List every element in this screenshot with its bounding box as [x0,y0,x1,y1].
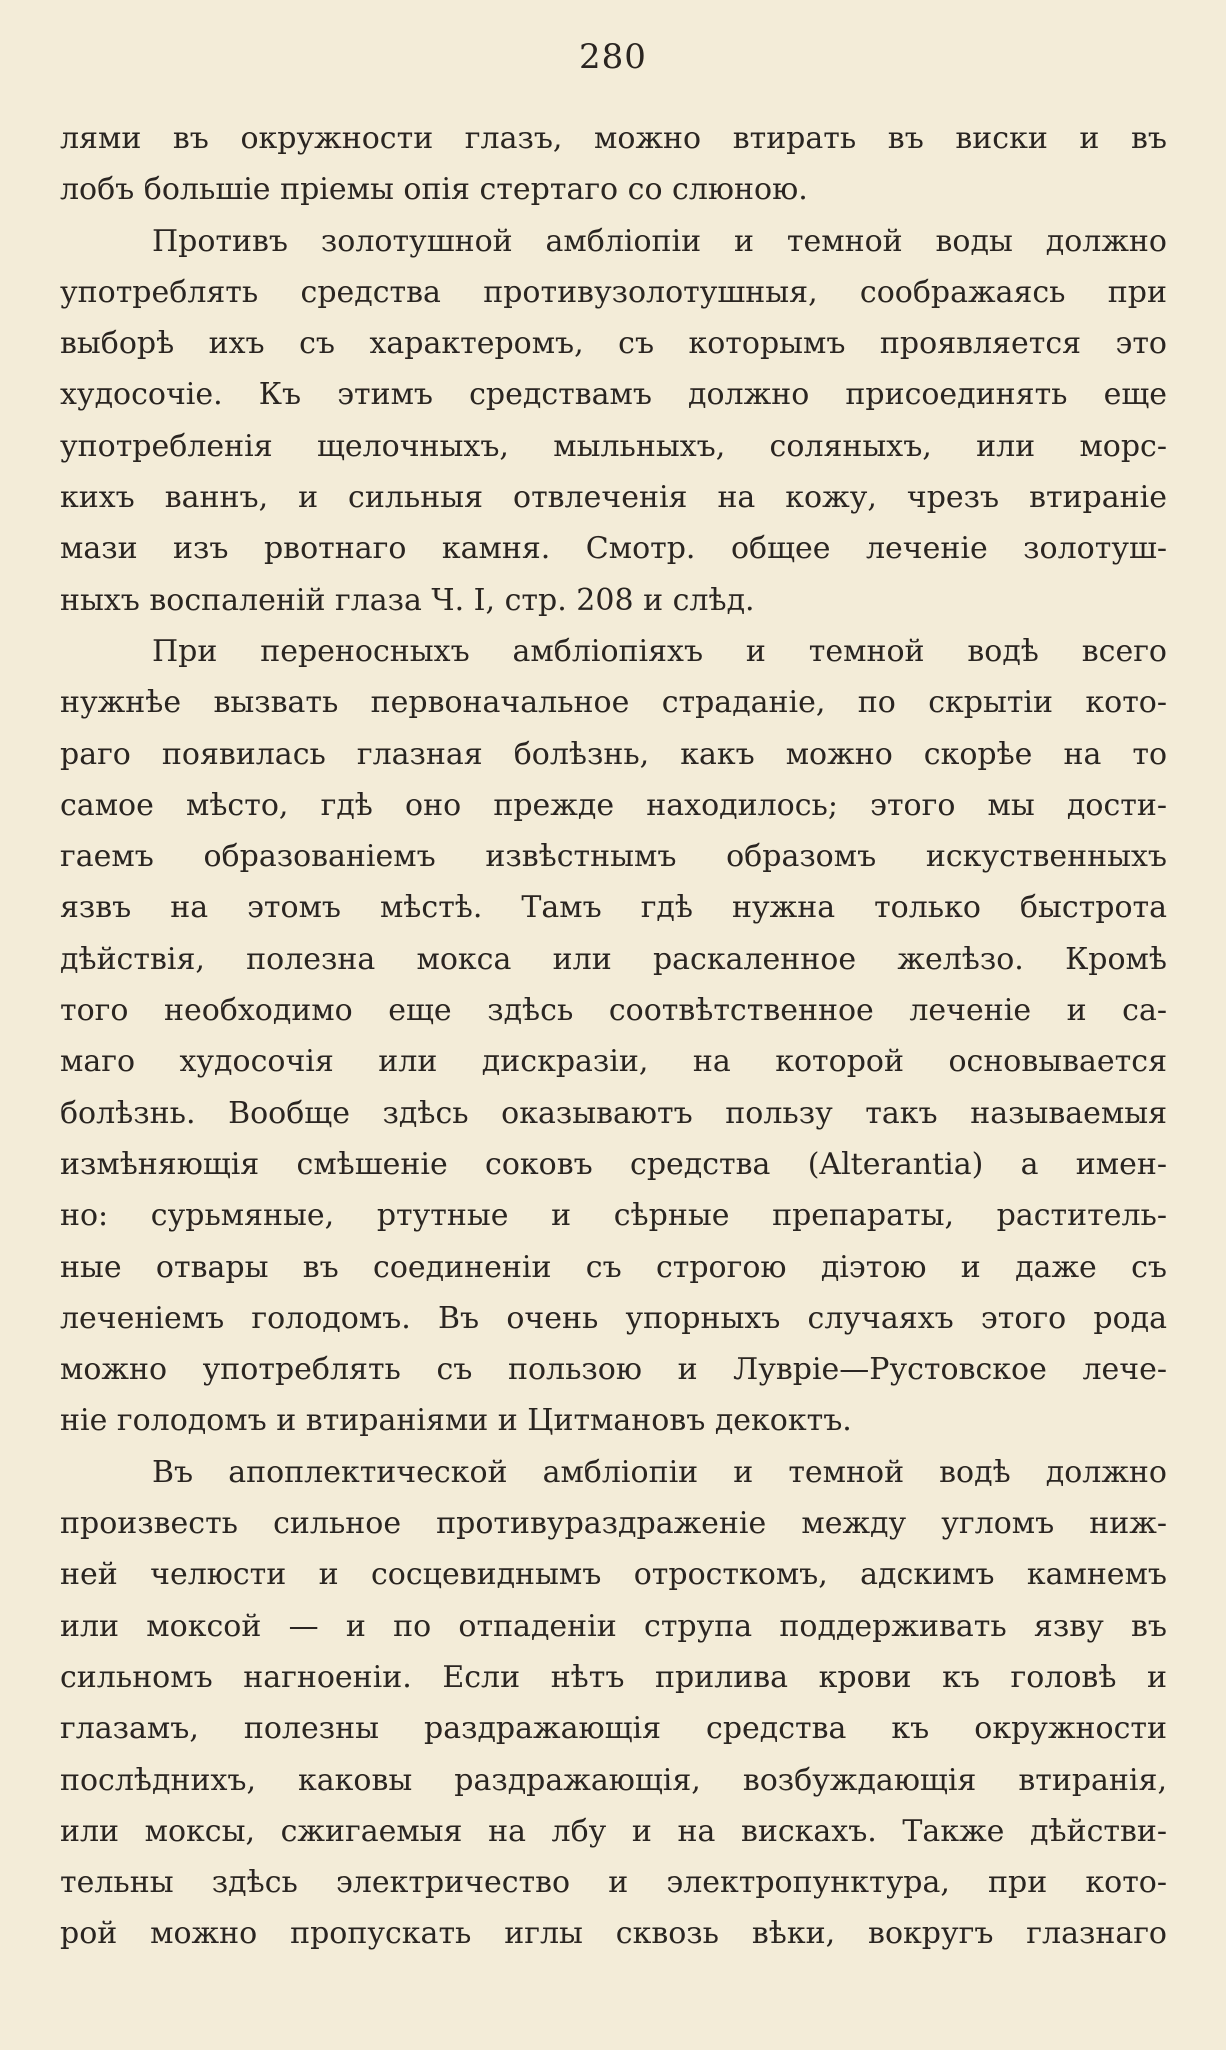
text-line: мази изъ рвотнаго камня. Смотр. общее леченіе золотуш- [60,531,1167,567]
text-line: язвъ на этомъ мѣстѣ. Тамъ гдѣ нужна только быстрота [60,890,1167,926]
text-line: или моксой — и по отпаденіи струпа поддерживать язву въ [60,1608,1167,1644]
text-line: послѣднихъ, каковы раздражающія, возбуждающія втиранія, [60,1762,1167,1798]
text-line: выборѣ ихъ съ характеромъ, съ которымъ проявляется это [60,326,1167,362]
text-line: ныхъ воспаленій глаза Ч. I, стр. 208 и слѣд. [60,582,755,618]
text-line: Въ апоплектической амбліопіи и темной водѣ должно [152,1454,1167,1490]
text-line: можно употреблять съ пользою и Луврiе—Рустовское лече- [60,1352,1167,1388]
text-line: того необходимо еще здѣсь соотвѣтственное леченіе и са- [60,993,1167,1029]
text-line: леченіемъ голодомъ. Въ очень упорныхъ случаяхъ этого рода [60,1300,1167,1336]
body-text [60,113,1167,1960]
text-line: нужнѣе вызвать первоначальное страданіе, по скрытіи кото- [60,685,1167,721]
text-line: маго худосочія или дискразіи, на которой основывается [60,1044,1167,1080]
text-line: сильномъ нагноеніи. Если нѣтъ прилива крови къ головѣ и [60,1659,1167,1695]
text-line: болѣзнь. Вообще здѣсь оказываютъ пользу такъ называемыя [60,1095,1167,1131]
text-line: ные отвары въ соединеніи съ строгою діэтою и даже съ [60,1249,1167,1285]
text-line: дѣйствія, полезна мокса или раскаленное желѣзо. Кромѣ [60,941,1167,977]
text-line: лобъ большіе пріемы опія стертаго со слюною. [60,172,808,208]
text-line: Противъ золотушной амбліопіи и темной воды должно [152,223,1167,259]
text-line: измѣняющія смѣшеніе соковъ средства (Alterantia) а имен- [60,1146,1167,1182]
text-line: худосочіе. Къ этимъ средствамъ должно присоединять еще [60,377,1167,413]
text-line: употреблять средства противузолотушныя, соображаясь при [60,274,1167,310]
text-line: произвесть сильное противураздраженіе между угломъ ниж- [60,1506,1167,1542]
text-line: самое мѣсто, гдѣ оно прежде находилось; этого мы дости- [60,787,1167,823]
text-line: рой можно пропускать иглы сквозь вѣки, вокругъ глазнаго [60,1916,1167,1952]
text-line: но: сурьмяные, ртутные и сѣрные препараты, раститель- [60,1198,1167,1234]
text-line: гаемъ образованіемъ извѣстнымъ образомъ искуственныхъ [60,839,1167,875]
text-line: тельны здѣсь электричество и электропунктура, при кото- [60,1865,1167,1901]
text-line: употребленія щелочныхъ, мыльныхъ, соляныхъ, или морс- [60,428,1167,464]
text-line: кихъ ваннъ, и сильныя отвлеченія на кожу, чрезъ втираніе [60,480,1167,516]
text-line: При переносныхъ амбліопіяхъ и темной водѣ всего [152,633,1167,669]
text-line: раго появилась глазная болѣзнь, какъ можно скорѣе на то [60,736,1167,772]
text-line: глазамъ, полезны раздражающія средства къ окружности [60,1711,1167,1747]
text-line: ней челюсти и сосцевиднымъ отросткомъ, адскимъ камнемъ [60,1557,1167,1593]
text-line: лями въ окружности глазъ, можно втирать въ виски и въ [60,121,1167,156]
text-line: или моксы, сжигаемыя на лбу и на вискахъ. Также дѣйстви- [60,1813,1167,1849]
text-line: ніе голодомъ и втираніями и Цитмановъ декоктъ. [60,1403,852,1439]
page-number: 280 [579,37,647,77]
